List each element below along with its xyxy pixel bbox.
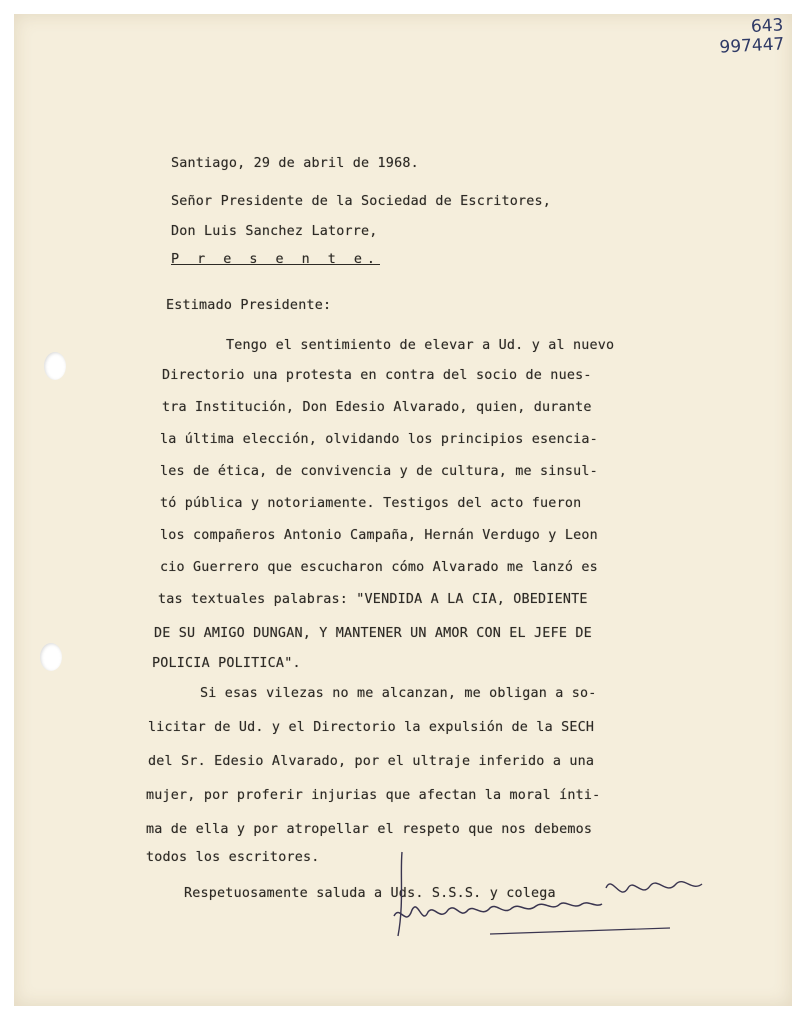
body-line: Tengo el sentimiento de elevar a Ud. y al nuevo [226,338,615,353]
body-line: tra Institución, Don Edesio Alvarado, quien, durante [162,400,592,415]
body-line: mujer, por proferir injurias que afectan la moral ínti- [146,788,601,803]
body-line: POLICIA POLITICA". [152,656,301,671]
body-line: licitar de Ud. y el Directorio la expulsión de la SECH [148,720,595,735]
body-line: tó pública y notoriamente. Testigos del acto fueron [160,496,582,511]
body-line: les de ética, de convivencia y de cultura, me sinsul- [160,464,598,479]
addressee-line: Señor Presidente de la Sociedad de Escritores, [171,194,552,209]
date-line: Santiago, 29 de abril de 1968. [171,156,419,171]
body-line: tas textuales palabras: "VENDIDA A LA CIA, OBEDIENTE [158,592,588,607]
body-line: DE SU AMIGO DUNGAN, Y MANTENER UN AMOR CON EL JEFE DE [154,626,592,641]
archive-folio: 643 [750,15,784,37]
punch-hole-bottom [40,643,62,671]
body-line: cio Guerrero que escucharon cómo Alvarado me lanzó es [160,560,598,575]
punch-hole-top [44,352,66,380]
body-line: la última elección, olvidando los principios esencia- [160,432,598,447]
handwritten-signature [370,844,710,954]
body-line: todos los escritores. [146,850,320,865]
archive-record: 997447 [719,34,785,58]
body-line: Si esas vilezas no me alcanzan, me obligan a so- [200,686,597,701]
body-line: ma de ella y por atropellar el respeto que nos debemos [146,822,593,837]
closing-line: Respetuosamente saluda a Uds. S.S.S. y colega [184,886,556,901]
letter-page [14,14,792,1006]
body-line: los compañeros Antonio Campaña, Hernán Verdugo y Leon [160,528,598,543]
salutation: Estimado Presidente: [166,298,332,313]
addressee-line: P r e s e n t e. [171,252,380,267]
addressee-line: Don Luis Sanchez Latorre, [171,224,378,239]
archive-marks [718,16,785,57]
body-line: Directorio una protesta en contra del socio de nues- [162,368,592,383]
body-line: del Sr. Edesio Alvarado, por el ultraje inferido a una [148,754,595,769]
